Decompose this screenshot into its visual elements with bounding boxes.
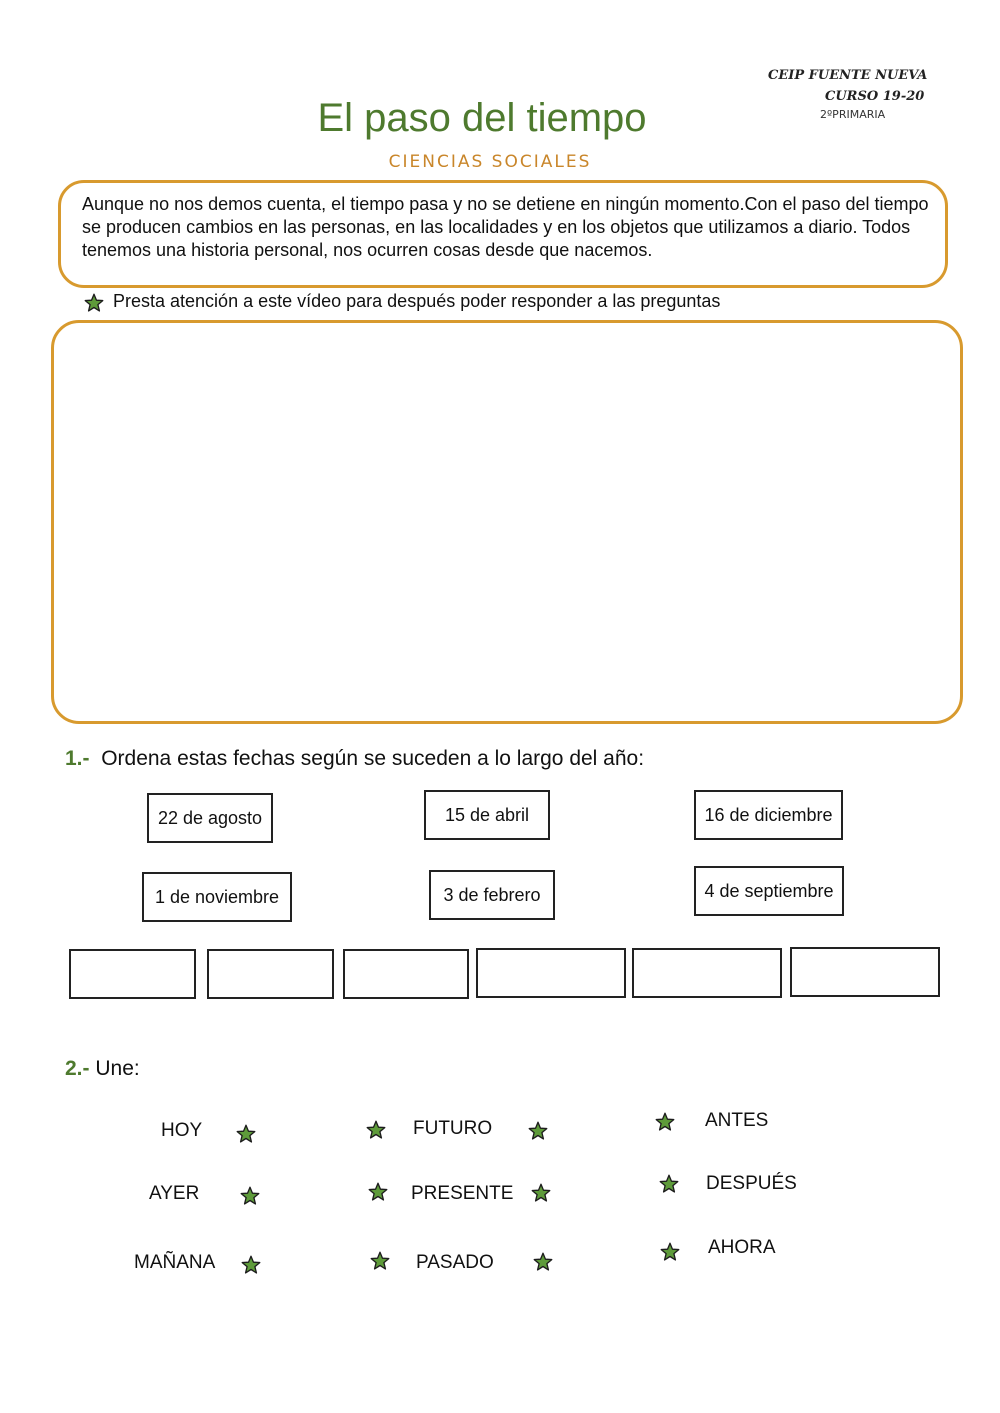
date-card[interactable]: 22 de agosto (147, 793, 273, 843)
star-icon[interactable] (660, 1242, 680, 1262)
match-word-left: AYER (149, 1183, 200, 1204)
date-card[interactable]: 4 de septiembre (694, 866, 844, 916)
answer-slot[interactable] (790, 947, 940, 997)
star-icon[interactable] (531, 1183, 551, 1203)
answer-slot[interactable] (207, 949, 334, 999)
date-card[interactable]: 3 de febrero (429, 870, 555, 920)
star-icon[interactable] (533, 1252, 553, 1272)
match-word-middle: PASADO (416, 1252, 494, 1273)
course-year: CURSO 19-20 (825, 89, 925, 104)
match-word-right: DESPUÉS (706, 1173, 797, 1194)
question-2-title (65, 1057, 140, 1081)
match-word-right: AHORA (708, 1237, 776, 1258)
video-frame[interactable] (51, 320, 963, 724)
answer-slot[interactable] (69, 949, 196, 999)
question-2-text: Une: (95, 1057, 140, 1080)
star-icon[interactable] (370, 1251, 390, 1271)
answer-slot[interactable] (632, 948, 782, 998)
intro-text: Aunque no nos demos cuenta, el tiempo pasa y no se detiene en ningún momento.Con el paso del tiempo se producen cambios en las personas, en las localidades y en los objetos que utilizamos a diario. Todos tenemos una historia personal, nos ocurren cosas desde que nacemos. (82, 194, 929, 260)
question-1-title (65, 747, 644, 771)
answer-slot[interactable] (343, 949, 469, 999)
date-card[interactable]: 15 de abril (424, 790, 550, 840)
star-icon[interactable] (366, 1120, 386, 1140)
page-subtitle: CIENCIAS SOCIALES (388, 152, 592, 172)
date-card[interactable]: 1 de noviembre (142, 872, 292, 922)
school-name: CEIP FUENTE NUEVA (768, 68, 928, 83)
page-title: El paso del tiempo (317, 96, 647, 140)
match-word-right: ANTES (705, 1110, 769, 1131)
star-icon[interactable] (240, 1186, 260, 1206)
star-icon[interactable] (655, 1112, 675, 1132)
star-icon (84, 293, 104, 313)
star-icon[interactable] (368, 1182, 388, 1202)
question-1-number: 1.- (65, 747, 90, 770)
star-icon[interactable] (236, 1124, 256, 1144)
question-1-text: Ordena estas fechas según se suceden a lo largo del año: (101, 747, 645, 770)
date-card[interactable]: 16 de diciembre (694, 790, 843, 840)
video-instruction: Presta atención a este vídeo para después poder responder a las preguntas (113, 291, 721, 311)
star-icon[interactable] (528, 1121, 548, 1141)
match-word-left: MAÑANA (134, 1252, 216, 1273)
grade-label: 2ºPRIMARIA (820, 108, 886, 121)
answer-slot[interactable] (476, 948, 626, 998)
match-word-middle: FUTURO (413, 1118, 493, 1139)
star-icon[interactable] (659, 1174, 679, 1194)
match-word-middle: PRESENTE (411, 1183, 514, 1204)
star-icon[interactable] (241, 1255, 261, 1275)
question-2-number: 2.- (65, 1057, 90, 1080)
match-word-left: HOY (161, 1120, 203, 1141)
